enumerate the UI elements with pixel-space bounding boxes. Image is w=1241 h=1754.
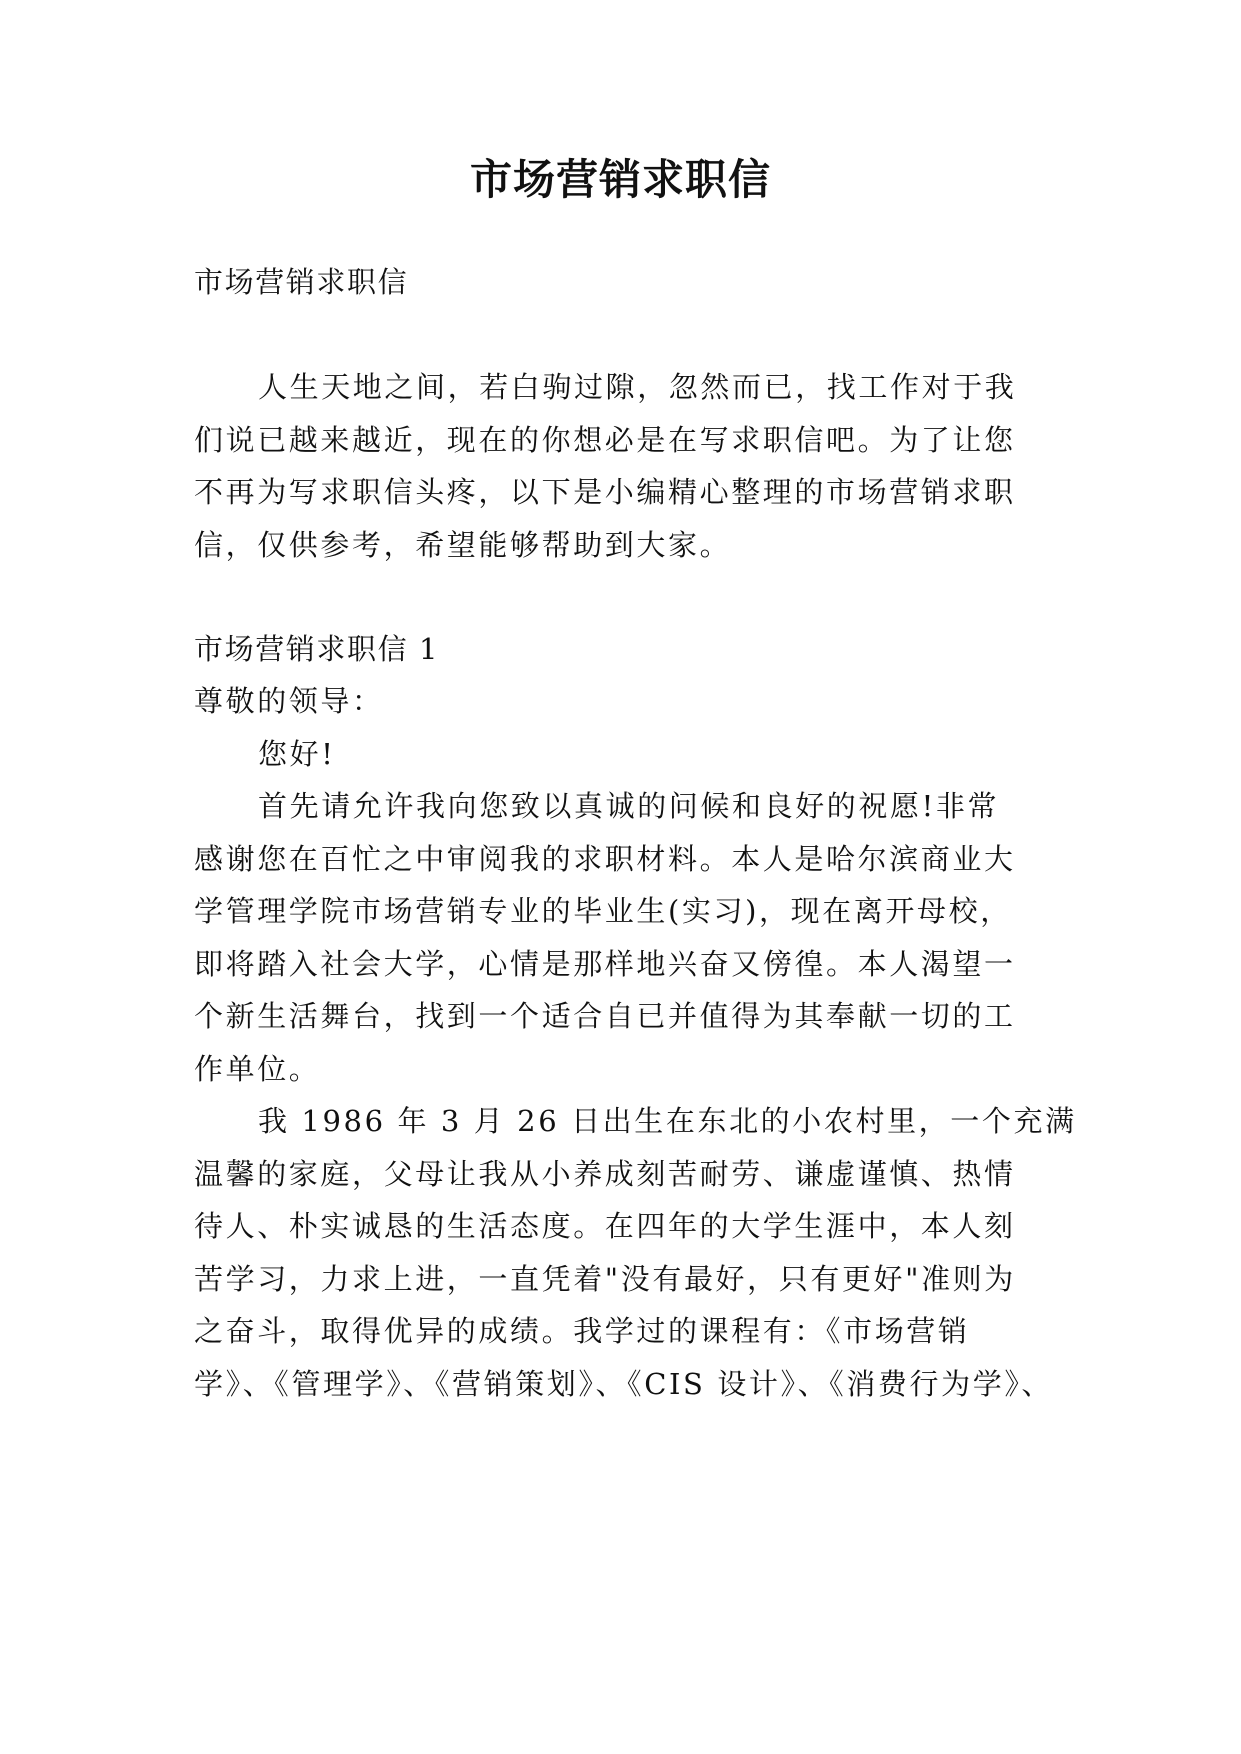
- paragraph2-line-1: 我 1986 年 3 月 26 日出生在东北的小农村里，一个充满: [258, 1104, 1077, 1138]
- paragraph1-line-6: 作单位。: [194, 1052, 321, 1086]
- document-title: 市场营销求职信: [469, 155, 771, 204]
- intro-line-1: 人生天地之间，若白驹过隙，忽然而已，找工作对于我: [258, 370, 1017, 404]
- letter-heading: 市场营销求职信 1: [194, 632, 440, 666]
- paragraph1-line-2: 感谢您在百忙之中审阅我的求职材料。本人是哈尔滨商业大: [194, 842, 1016, 876]
- intro-line-2: 们说已越来越近，现在的你想必是在写求职信吧。为了让您: [194, 423, 1016, 457]
- paragraph2-line-4: 苦学习，力求上进，一直凭着"没有最好，只有更好"准则为: [194, 1262, 1016, 1296]
- paragraph2-line-3: 待人、朴实诚恳的生活态度。在四年的大学生涯中，本人刻: [194, 1209, 1016, 1243]
- paragraph2-line-2: 温馨的家庭，父母让我从小养成刻苦耐劳、谦虚谨慎、热情: [194, 1157, 1016, 1191]
- intro-line-3: 不再为写求职信头疼，以下是小编精心整理的市场营销求职: [194, 475, 1016, 509]
- paragraph2-line-5: 之奋斗，取得优异的成绩。我学过的课程有：《市场营销: [194, 1314, 970, 1348]
- paragraph2-line-6: 学》、《管理学》、《营销策划》、《CIS 设计》、《消费行为学》、: [194, 1367, 1054, 1401]
- greeting: 您好!: [258, 737, 336, 771]
- paragraph1-line-3: 学管理学院市场营销专业的毕业生(实习)，现在离开母校，: [194, 894, 1012, 928]
- document-subtitle: 市场营销求职信: [194, 265, 409, 299]
- paragraph1-line-1: 首先请允许我向您致以真诚的问候和良好的祝愿!非常: [258, 789, 1000, 823]
- paragraph1-line-5: 个新生活舞台，找到一个适合自已并值得为其奉献一切的工: [194, 999, 1016, 1033]
- salutation: 尊敬的领导：: [194, 684, 384, 718]
- paragraph1-line-4: 即将踏入社会大学，心情是那样地兴奋又傍徨。本人渴望一: [194, 947, 1016, 981]
- intro-line-4: 信，仅供参考，希望能够帮助到大家。: [194, 528, 732, 562]
